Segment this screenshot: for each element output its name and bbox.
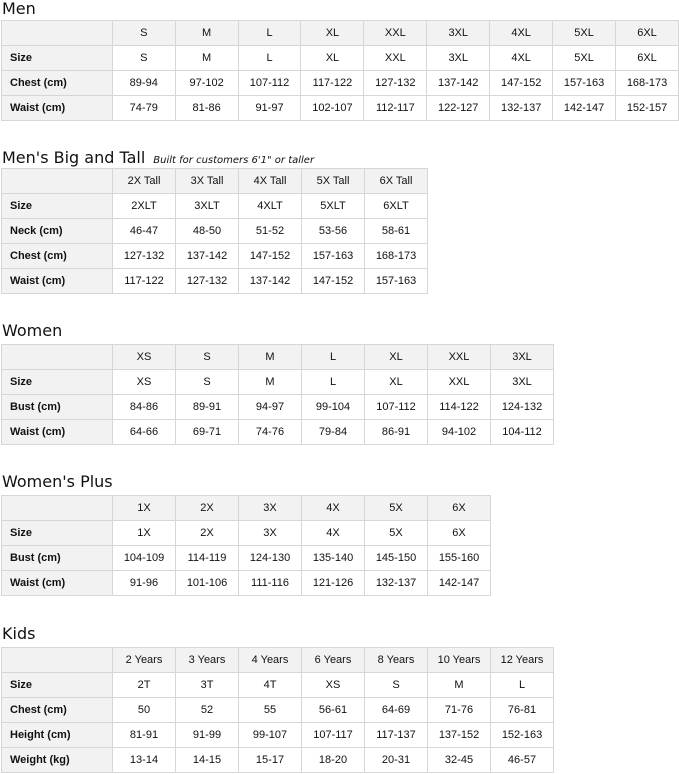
table-cell: 56-61 xyxy=(302,698,365,723)
row-label: Waist (cm) xyxy=(2,420,113,445)
row-label: Waist (cm) xyxy=(2,571,113,596)
table-cell: 107-112 xyxy=(365,395,428,420)
table-cell: 111-116 xyxy=(239,571,302,596)
table-row xyxy=(2,219,428,244)
table-row xyxy=(2,748,554,773)
table-cell: 64-69 xyxy=(365,698,428,723)
table-cell: 147-152 xyxy=(239,244,302,269)
row-label: Size xyxy=(2,46,113,71)
table-cell: XL xyxy=(301,46,364,71)
table-row xyxy=(2,194,428,219)
table-cell: 117-122 xyxy=(301,71,364,96)
column-header: 5XL xyxy=(553,21,616,46)
table-cell: 15-17 xyxy=(239,748,302,773)
table-cell: 97-102 xyxy=(175,71,238,96)
table-cell: 55 xyxy=(239,698,302,723)
table-cell: 2XLT xyxy=(113,194,176,219)
column-header: XS xyxy=(113,345,176,370)
mens-big-and-tall-size-table xyxy=(1,168,428,294)
table-cell: 4T xyxy=(239,673,302,698)
table-cell: 91-97 xyxy=(238,96,301,121)
table-cell: 168-173 xyxy=(365,244,428,269)
table-cell: 101-106 xyxy=(176,571,239,596)
table-cell: 142-147 xyxy=(553,96,616,121)
table-cell: 48-50 xyxy=(176,219,239,244)
row-label: Chest (cm) xyxy=(2,698,113,723)
row-label: Height (cm) xyxy=(2,723,113,748)
table-cell: 4XLT xyxy=(239,194,302,219)
table-row xyxy=(2,698,554,723)
column-header: 4X Tall xyxy=(239,169,302,194)
table-cell: 122-127 xyxy=(427,96,490,121)
row-label: Bust (cm) xyxy=(2,395,113,420)
column-header: XL xyxy=(365,345,428,370)
table-cell: 18-20 xyxy=(302,748,365,773)
table-row xyxy=(2,546,491,571)
column-header: S xyxy=(112,21,175,46)
table-cell: 112-117 xyxy=(364,96,427,121)
column-header: 6X xyxy=(428,496,491,521)
table-cell: 127-132 xyxy=(364,71,427,96)
table-cell: 152-163 xyxy=(491,723,554,748)
table-row xyxy=(2,244,428,269)
table-row xyxy=(2,723,554,748)
section-title-text: Kids xyxy=(2,624,36,643)
table-cell: 71-76 xyxy=(428,698,491,723)
table-cell: 124-132 xyxy=(491,395,554,420)
table-cell: 147-152 xyxy=(302,269,365,294)
table-cell: 52 xyxy=(176,698,239,723)
table-row xyxy=(2,269,428,294)
row-label: Size xyxy=(2,521,113,546)
table-cell: 2X xyxy=(176,521,239,546)
table-cell: 127-132 xyxy=(176,269,239,294)
table-cell: 132-137 xyxy=(365,571,428,596)
column-header: 12 Years xyxy=(491,648,554,673)
table-cell: 99-104 xyxy=(302,395,365,420)
table-cell: 5X xyxy=(365,521,428,546)
table-cell: 46-57 xyxy=(491,748,554,773)
table-cell: 124-130 xyxy=(239,546,302,571)
table-cell: 14-15 xyxy=(176,748,239,773)
table-cell: 104-109 xyxy=(113,546,176,571)
table-header-row xyxy=(2,496,491,521)
table-cell: S xyxy=(112,46,175,71)
table-cell: 168-173 xyxy=(616,71,679,96)
table-cell: L xyxy=(491,673,554,698)
table-cell: 157-163 xyxy=(302,244,365,269)
table-row xyxy=(2,420,554,445)
column-header: 3X Tall xyxy=(176,169,239,194)
row-label: Waist (cm) xyxy=(2,269,113,294)
table-cell: 89-91 xyxy=(176,395,239,420)
table-cell: 86-91 xyxy=(365,420,428,445)
column-header: 1X xyxy=(113,496,176,521)
table-cell: 127-132 xyxy=(113,244,176,269)
table-cell: 137-152 xyxy=(428,723,491,748)
table-cell: 91-99 xyxy=(176,723,239,748)
column-header: 8 Years xyxy=(365,648,428,673)
table-cell: 2T xyxy=(113,673,176,698)
table-cell: 20-31 xyxy=(365,748,428,773)
column-header: 2X xyxy=(176,496,239,521)
table-cell: 94-102 xyxy=(428,420,491,445)
table-cell: 5XL xyxy=(553,46,616,71)
column-header: 4XL xyxy=(490,21,553,46)
column-header: 3 Years xyxy=(176,648,239,673)
table-cell: 46-47 xyxy=(113,219,176,244)
section-subtitle: Built for customers 6'1" or taller xyxy=(153,155,315,166)
women-size-table xyxy=(1,344,554,445)
table-cell: 74-79 xyxy=(112,96,175,121)
table-cell: 81-91 xyxy=(113,723,176,748)
table-header-row xyxy=(2,169,428,194)
column-header: 3XL xyxy=(491,345,554,370)
section-title-text: Women xyxy=(2,321,63,340)
table-cell: XXL xyxy=(364,46,427,71)
table-cell: 147-152 xyxy=(490,71,553,96)
table-row xyxy=(2,46,679,71)
row-label: Weight (kg) xyxy=(2,748,113,773)
table-cell: 79-84 xyxy=(302,420,365,445)
table-cell: 135-140 xyxy=(302,546,365,571)
table-row xyxy=(2,96,679,121)
table-corner-cell xyxy=(2,345,113,370)
women-section-title xyxy=(2,322,62,340)
table-cell: 53-56 xyxy=(302,219,365,244)
table-cell: 4XL xyxy=(490,46,553,71)
column-header: XL xyxy=(301,21,364,46)
table-cell: 107-112 xyxy=(238,71,301,96)
column-header: L xyxy=(238,21,301,46)
table-cell: 145-150 xyxy=(365,546,428,571)
column-header: 6X Tall xyxy=(365,169,428,194)
table-cell: 1X xyxy=(113,521,176,546)
table-row xyxy=(2,395,554,420)
row-label: Bust (cm) xyxy=(2,546,113,571)
table-cell: 81-86 xyxy=(175,96,238,121)
kids-size-table xyxy=(1,647,554,773)
table-cell: 132-137 xyxy=(490,96,553,121)
table-row xyxy=(2,521,491,546)
table-cell: L xyxy=(238,46,301,71)
table-cell: 114-119 xyxy=(176,546,239,571)
table-cell: 32-45 xyxy=(428,748,491,773)
row-label: Neck (cm) xyxy=(2,219,113,244)
table-cell: 94-97 xyxy=(239,395,302,420)
column-header: S xyxy=(176,345,239,370)
table-cell: 3XL xyxy=(491,370,554,395)
table-row xyxy=(2,370,554,395)
table-cell: 121-126 xyxy=(302,571,365,596)
table-cell: 3X xyxy=(239,521,302,546)
column-header: 6XL xyxy=(616,21,679,46)
table-cell: M xyxy=(428,673,491,698)
table-cell: XXL xyxy=(428,370,491,395)
table-cell: 157-163 xyxy=(365,269,428,294)
table-cell: 84-86 xyxy=(113,395,176,420)
table-cell: S xyxy=(365,673,428,698)
kids-section-title xyxy=(2,625,35,643)
table-cell: 102-107 xyxy=(301,96,364,121)
section-title-text: Women's Plus xyxy=(2,472,113,491)
row-label: Size xyxy=(2,194,113,219)
table-row xyxy=(2,571,491,596)
row-label: Size xyxy=(2,673,113,698)
table-cell: 69-71 xyxy=(176,420,239,445)
womens-plus-section-title xyxy=(2,473,113,491)
table-corner-cell xyxy=(2,21,113,46)
row-label: Size xyxy=(2,370,113,395)
table-cell: 3T xyxy=(176,673,239,698)
table-cell: 137-142 xyxy=(239,269,302,294)
table-cell: XS xyxy=(113,370,176,395)
table-cell: M xyxy=(175,46,238,71)
table-row xyxy=(2,71,679,96)
table-cell: 58-61 xyxy=(365,219,428,244)
table-cell: 64-66 xyxy=(113,420,176,445)
table-cell: 137-142 xyxy=(176,244,239,269)
column-header: 4X xyxy=(302,496,365,521)
womens-plus-size-table xyxy=(1,495,491,596)
table-cell: 5XLT xyxy=(302,194,365,219)
table-cell: 157-163 xyxy=(553,71,616,96)
row-label: Chest (cm) xyxy=(2,244,113,269)
table-corner-cell xyxy=(2,648,113,673)
table-cell: 6XL xyxy=(616,46,679,71)
table-cell: 99-107 xyxy=(239,723,302,748)
table-cell: 6XLT xyxy=(365,194,428,219)
column-header: 3XL xyxy=(427,21,490,46)
table-cell: M xyxy=(239,370,302,395)
table-cell: 107-117 xyxy=(302,723,365,748)
section-title-text: Men xyxy=(2,0,36,18)
table-cell: 91-96 xyxy=(113,571,176,596)
table-cell: 89-94 xyxy=(112,71,175,96)
column-header: M xyxy=(239,345,302,370)
table-cell: 51-52 xyxy=(239,219,302,244)
row-label: Chest (cm) xyxy=(2,71,113,96)
column-header: 5X Tall xyxy=(302,169,365,194)
table-row xyxy=(2,673,554,698)
column-header: L xyxy=(302,345,365,370)
table-header-row xyxy=(2,21,679,46)
table-corner-cell xyxy=(2,496,113,521)
table-cell: 4X xyxy=(302,521,365,546)
table-cell: 3XL xyxy=(427,46,490,71)
column-header: XXL xyxy=(428,345,491,370)
section-title-text: Men's Big and Tall xyxy=(2,148,146,167)
column-header: 2X Tall xyxy=(113,169,176,194)
table-header-row xyxy=(2,345,554,370)
table-cell: 114-122 xyxy=(428,395,491,420)
column-header: 5X xyxy=(365,496,428,521)
table-cell: S xyxy=(176,370,239,395)
men-section-title xyxy=(2,0,36,18)
table-corner-cell xyxy=(2,169,113,194)
table-cell: 13-14 xyxy=(113,748,176,773)
column-header: 3X xyxy=(239,496,302,521)
table-cell: 104-112 xyxy=(491,420,554,445)
table-cell: 155-160 xyxy=(428,546,491,571)
table-cell: XS xyxy=(302,673,365,698)
row-label: Waist (cm) xyxy=(2,96,113,121)
table-cell: 50 xyxy=(113,698,176,723)
column-header: M xyxy=(175,21,238,46)
column-header: 10 Years xyxy=(428,648,491,673)
mens-big-and-tall-section-title xyxy=(2,149,314,170)
column-header: 2 Years xyxy=(113,648,176,673)
table-cell: 117-122 xyxy=(113,269,176,294)
column-header: 6 Years xyxy=(302,648,365,673)
table-cell: 117-137 xyxy=(365,723,428,748)
column-header: XXL xyxy=(364,21,427,46)
table-cell: XL xyxy=(365,370,428,395)
column-header: 4 Years xyxy=(239,648,302,673)
table-cell: 142-147 xyxy=(428,571,491,596)
table-cell: 76-81 xyxy=(491,698,554,723)
table-cell: 152-157 xyxy=(616,96,679,121)
table-cell: 137-142 xyxy=(427,71,490,96)
table-cell: 74-76 xyxy=(239,420,302,445)
table-cell: 3XLT xyxy=(176,194,239,219)
table-cell: L xyxy=(302,370,365,395)
men-size-table xyxy=(1,20,679,121)
table-header-row xyxy=(2,648,554,673)
table-cell: 6X xyxy=(428,521,491,546)
